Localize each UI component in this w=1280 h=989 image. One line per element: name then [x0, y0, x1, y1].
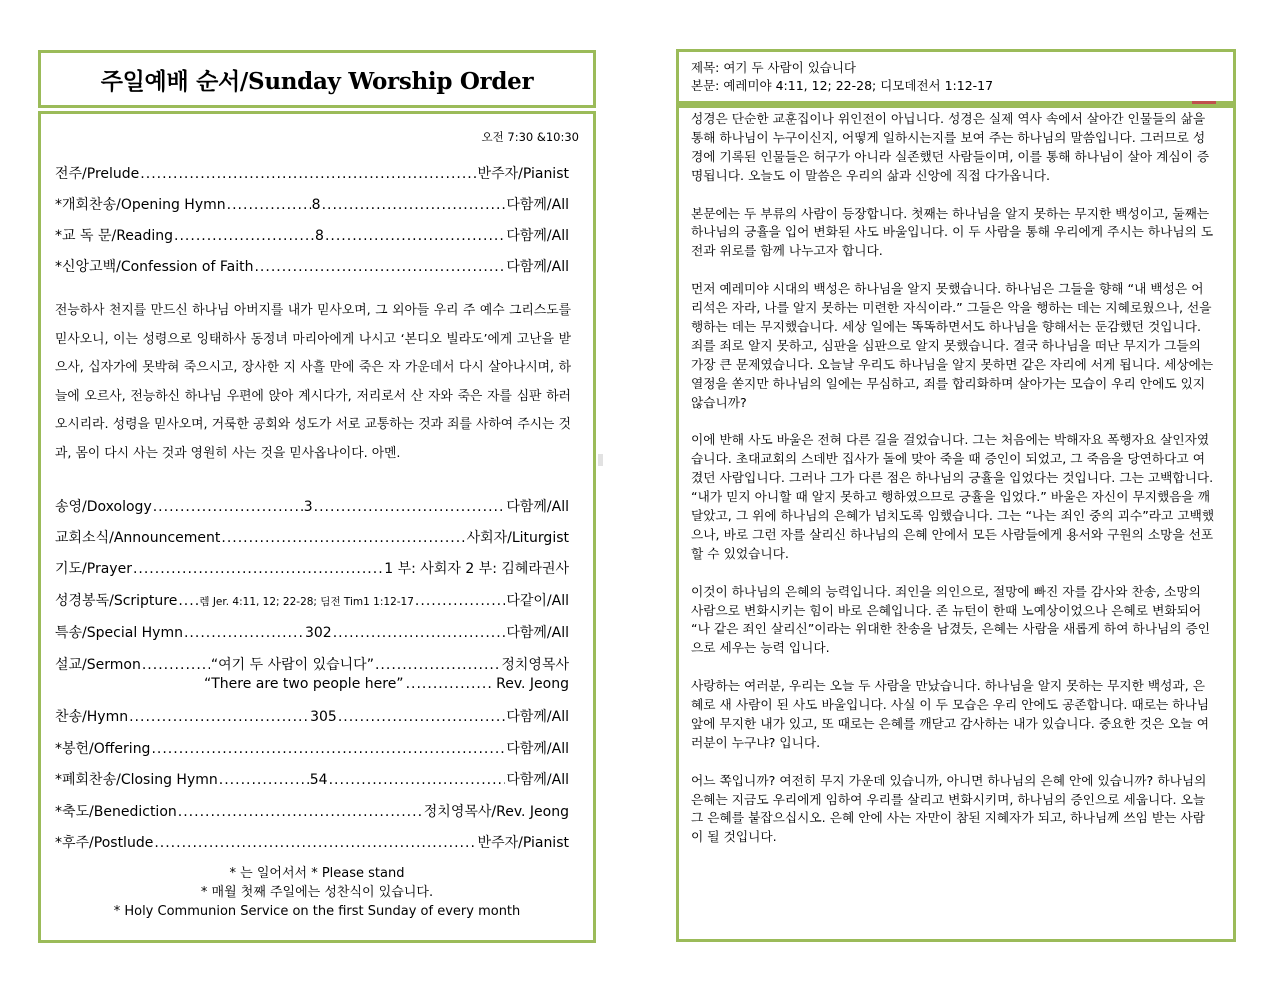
sermon-paragraph: 본문에는 두 부류의 사람이 등장합니다. 첫째는 하나님을 알지 못하는 무지한 백성이고, 둘째는 하나님의 긍휼을 입어 변화된 사도 바울입니다. 이 두 사람을 통해 우리에게 주시는 하나님의 도전과 위로를 함께 나누고자 합니다.	[691, 205, 1214, 259]
sermon-paragraph: 성경은 단순한 교훈집이나 위인전이 아닙니다. 성경은 실제 역사 속에서 살아간 인물들의 삶을 통해 하나님이 누구이신지, 어떻게 일하시는지를 보여 주는 하나님의 말씀입니다. 그러므로 성경에 기록된 인물들은 허구가 아니라 실존했던 사람들이며, 이를 통해 하나님이 살아 계심이 증명됩니다. 오늘도 이 말씀은 우리의 삶과 신앙에 직접 다가옵니다.	[691, 111, 1210, 183]
sermon-text-reference: 본문: 예레미야 4:11, 12; 22-28; 디모데전서 1:12-17	[691, 78, 994, 93]
worship-order-box	[38, 111, 596, 943]
order-item: *폐회찬송/Closing Hymn ..... 54 ..... 다함께/All	[55, 769, 569, 791]
sermon-header-box	[676, 49, 1236, 104]
order-item: 찬송/Hymn ..... 305 ..... 다함께/All	[55, 706, 569, 728]
sermon-paragraph: 이것이 하나님의 은혜의 능력입니다. 죄인을 의인으로, 절망에 빠진 자를 감사와 찬송, 소망의 사람으로 변화시키는 힘이 바로 은혜입니다. 존 뉴턴이 한때 노예상이었으나 은혜로 변화되어 “나 같은 죄인 살리신”이라는 위대한 찬송을 남겼듯, 은혜는 사람을 새롭게 하여 하나님의 증인으로 세우는 능력 입니다.	[691, 583, 1211, 656]
sermon-box	[676, 104, 1236, 942]
sermon-title-english: “There are two people here” ..... Rev. Jeong	[204, 676, 569, 692]
order-item: 특송/Special Hymn ..... 302 ..... 다함께/All	[55, 622, 569, 644]
order-item: *봉헌/Offering ..... 다함께/All	[55, 738, 569, 760]
order-item: *축도/Benediction ..... 정치영목사/Rev. Jeong	[55, 801, 569, 823]
title-box	[38, 50, 596, 108]
notes: * 는 일어서서 * Please stand * 매월 첫째 주일에는 성찬식이 있습니다. * Holy Communion Service on the first Sunday of every month	[113, 866, 521, 919]
order-item: *교 독 문/Reading ..... 8 ..... 다함께/All	[55, 225, 569, 247]
order-item: 성경봉독/Scripture ..... 렘 Jer. 4:11, 12; 22-28; 딤전 Tim1 1:12-17 ..... 다같이/All	[55, 590, 569, 612]
sermon-subject: 제목: 여기 두 사람이 있습니다	[691, 60, 857, 75]
order-item: 설교/Sermon ..... “여기 두 사람이 있습니다” ..... 정치영목사	[55, 654, 569, 676]
order-item: *신앙고백/Confession of Faith ..... 다함께/All	[55, 256, 569, 278]
order-item: 전주/Prelude ..... 반주자/Pianist	[55, 163, 569, 185]
sermon-paragraph: 먼저 예레미야 시대의 백성은 하나님을 알지 못했습니다. 하나님은 그들을 향해 “내 백성은 어리석은 자라, 나를 알지 못하는 미련한 자식이라.” 그들은 악을 행하는 데는 지혜로웠으나, 선을 행하는 데는 무지했습니다. 세상 일에는 똑똑하면서도 하나님을 향해서는 둔감했던 것입니다. 죄를 죄로 알지 못하고, 심판을 심판으로 알지 못했습니다. 결국 하나님을 떠난 무지가 그들의 가장 큰 문제였습니다. 오늘날 우리도 하나님을 알지 못하면 같은 자리에 서게 됩니다. 세상에는 열정을 쏟지만 하나님의 일에는 무심하고, 죄를 합리화하며 살아가는 모습이 우리 안에도 있지 않습니까?	[691, 281, 1214, 410]
order-item: 송영/Doxology ..... 3 ..... 다함께/All	[55, 496, 569, 518]
page-title: 주일예배 순서/Sunday Worship Order	[100, 67, 534, 95]
order-item: *후주/Postlude ..... 반주자/Pianist	[55, 832, 569, 854]
order-item: *개회찬송/Opening Hymn ..... 8 ..... 다함께/All	[55, 194, 569, 216]
sermon-paragraph: 사랑하는 여러분, 우리는 오늘 두 사람을 만났습니다. 하나님을 알지 못하는 무지한 백성과, 은혜로 새 사람이 된 사도 바울입니다. 사실 이 두 모습은 우리 안에도 공존합니다. 때로는 하나님 앞에 무지한 내가 있고, 또 때로는 은혜를 깨닫고 감사하는 내가 있습니다. 중요한 것은 오늘 여러분이 누구냐? 입니다.	[691, 678, 1210, 750]
sermon-paragraph: 어느 쪽입니까? 여전히 무지 가운데 있습니까, 아니면 하나님의 은혜 안에 있습니까? 하나님의 은혜는 지금도 우리에게 임하여 우리를 살리고 변화시키며, 하나님의 증인으로 세웁니다. 오늘 그 은혜를 붙잡으십시오. 은혜 안에 사는 자만이 참된 지혜자가 되고, 하나님께 쓰임 받는 사람이 될 것입니다.	[691, 772, 1207, 845]
sermon-paragraph: 이에 반해 사도 바울은 전혀 다른 길을 걸었습니다. 그는 처음에는 박해자요 폭행자요 살인자였습니다. 초대교회의 스데반 집사가 돌에 맞아 죽을 때 증인이 되었고, 그 죽음을 당연하다고 여겼던 사람입니다. 그러나 그가 다른 점은 하나님의 긍휼을 입었다는 것입니다. 그는 고백합니다. “내가 믿지 아니할 때 알지 못하고 행하였으므로 긍휼을 입었다.” 바울은 자신이 무지했음을 깨달았고, 그 위에 하나님의 은혜가 넘치도록 임했습니다. 그는 “나는 죄인 중의 괴수”라고 고백했으나, 바로 그런 자를 살리신 하나님의 은혜 안에서 모든 사람들에게 용서와 구원의 소망을 선포할 수 있었습니다.	[691, 432, 1215, 561]
apostles-creed: 전능하사 천지를 만드신 하나님 아버지를 내가 믿사오며, 그 외아들 우리 주 예수 그리스도를 믿사오니, 이는 성령으로 잉태하사 동정녀 마리아에게 나시고 ‘본디오 빌라도’에게 고난을 받으사, 십자가에 못박혀 죽으시고, 장사한 지 사흘 만에 죽은 자 가운데서 다시 살아나시며, 하늘에 오르사, 전능하신 하나님 우편에 앉아 계시다가, 저리로서 산 자와 죽은 자를 심판 하러 오시리라. 성령을 믿사오며, 거룩한 공회와 성도가 서로 교통하는 것과 죄를 사하여 주시는 것과, 몸이 다시 사는 것과 영원히 사는 것을 믿사옵나이다. 아멘.	[55, 303, 571, 461]
service-time: 오전 7:30 &10:30	[481, 130, 579, 144]
fold-mark	[598, 454, 603, 466]
order-item: 기도/Prayer ..... 1 부: 사회자 2 부: 김혜라권사	[55, 558, 569, 580]
order-item: 교회소식/Announcement ..... 사회자/Liturgist	[55, 527, 569, 549]
sermon-body	[691, 110, 1215, 866]
